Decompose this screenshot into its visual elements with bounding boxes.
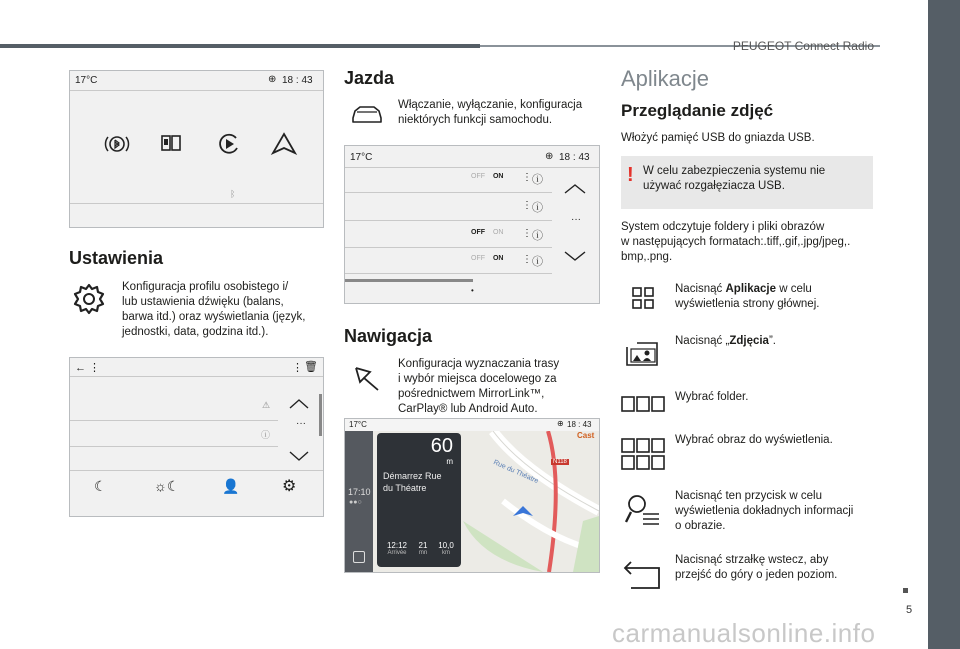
settings-heading: Ustawienia	[69, 248, 164, 268]
text-line: wyświetlenia dokładnych informacji	[675, 505, 854, 517]
text-line: przejść do góry o jeden poziom.	[675, 569, 838, 581]
distance-unit: m	[446, 457, 453, 466]
toggle-off-label: OFF	[471, 229, 485, 236]
text-line: CarPlay® lub Android Auto.	[398, 403, 538, 415]
text-line: o obrazie.	[675, 520, 726, 532]
divider	[70, 203, 323, 204]
settings-screen	[69, 357, 324, 517]
media-play-icon[interactable]	[216, 131, 242, 157]
screen-time: 18 : 43	[282, 75, 313, 86]
instruction-line: du Théatre	[383, 483, 427, 493]
driving-heading: Jazda	[344, 68, 395, 88]
more-icon[interactable]: ···	[571, 214, 581, 225]
gear-icon[interactable]: ⚙	[282, 478, 297, 495]
text-line: barwa itd.) oraz wyświetlania (język,	[122, 311, 306, 323]
menu-icon[interactable]: ⋮	[522, 200, 532, 211]
navigation-arrow-icon	[352, 364, 382, 394]
text-line: używać rozgałęziacza USB.	[643, 180, 785, 192]
toggle-switch[interactable]	[471, 255, 503, 262]
info-icon[interactable]: ⓘ	[532, 256, 543, 268]
info-icon[interactable]: ⓘ	[532, 230, 543, 242]
settings-description	[122, 280, 332, 340]
usb-intro: Włożyć pamięć USB do gniazda USB.	[621, 132, 815, 144]
screen-temperature: 17°C	[350, 152, 373, 163]
profile-icon[interactable]: 👤	[222, 478, 240, 494]
step-select-folder: Wybrać folder.	[675, 391, 749, 403]
brightness-icon[interactable]: ☼☾	[154, 478, 180, 494]
carplay-clock: 17:10	[348, 487, 371, 497]
toggle-switch[interactable]	[471, 173, 503, 180]
scroll-down-icon[interactable]	[563, 250, 587, 262]
step-open-photos	[675, 334, 875, 349]
divider	[345, 247, 552, 248]
photo-browsing-heading: Przeglądanie zdjęć	[621, 101, 774, 120]
text-line: niektórych funkcji samochodu.	[398, 114, 553, 126]
settings-gear-icon	[72, 282, 106, 316]
text-line: i wybór miejsca docelowego za	[398, 373, 557, 385]
screen-time: 18 : 43	[567, 420, 592, 429]
bluetooth-audio-icon[interactable]	[104, 131, 130, 157]
step-go-back	[675, 553, 885, 583]
text-line: lub ustawienia dźwięku (balans,	[122, 296, 284, 308]
text-line: Nacisnąć ten przycisk w celu	[675, 490, 822, 502]
image-grid-icon	[621, 438, 665, 470]
divider	[70, 90, 323, 91]
text-line: Nacisnąć strzałkę wstecz, aby	[675, 554, 829, 566]
apps-grid-icon	[631, 286, 655, 310]
text-line: pośrednictwem MirrorLink™,	[398, 388, 545, 400]
text-line: wyświetlenia strony głównej.	[675, 298, 820, 310]
text-part: ”.	[768, 335, 776, 347]
road-badge: N118	[553, 459, 567, 465]
page-marker	[903, 588, 908, 593]
location-icon: ⊕	[545, 151, 554, 162]
page-dot: •	[471, 286, 474, 295]
toggle-off-label: OFF	[471, 173, 485, 180]
header-title: PEUGEOT Connect Radio	[732, 39, 874, 53]
navigation-description	[398, 357, 608, 417]
text-line: System odczytuje foldery i pliki obrazów	[621, 221, 825, 233]
mirror-screen-icon[interactable]	[158, 131, 184, 157]
header-bar	[0, 44, 480, 48]
toggle-switch[interactable]	[471, 229, 503, 236]
text-line: W celu zabezpieczenia systemu nie	[643, 165, 826, 177]
divider	[345, 167, 599, 168]
formats-text	[621, 220, 891, 265]
menu-icon[interactable]: ⋮	[522, 172, 532, 183]
menu-icon[interactable]: ⋮	[292, 362, 303, 374]
guidance-panel	[377, 433, 461, 567]
text-line: Konfiguracja profilu osobistego i/	[122, 281, 289, 293]
toggle-off-label: OFF	[471, 255, 485, 262]
toggle-on-label: ON	[492, 229, 504, 236]
info-icon[interactable]: ⓘ	[532, 174, 543, 186]
text-line: w następujących formatach:.tiff,.gif,.jpg/jpeg,.	[621, 236, 851, 248]
trip-stat	[435, 541, 457, 556]
side-tab	[928, 0, 960, 649]
warning-exclamation-icon: !	[627, 164, 634, 186]
text-line: Konfiguracja wyznaczania trasy	[398, 358, 560, 370]
divider	[70, 420, 278, 421]
warning-text	[643, 164, 867, 194]
trip-stat	[383, 541, 411, 556]
screen-temperature: 17°C	[75, 75, 98, 86]
car-icon	[350, 102, 384, 126]
stat-label: Arrivée	[387, 550, 407, 556]
photos-icon	[625, 339, 659, 367]
bluetooth-status-icon: ᛒ	[230, 189, 236, 199]
info-icon[interactable]: ⓘ	[532, 202, 543, 214]
folder-list-icon	[621, 395, 665, 413]
menu-icon[interactable]: ⋮	[522, 228, 532, 239]
navigation-heading: Nawigacja	[344, 326, 433, 346]
street-label: Rue du Théatre	[492, 459, 540, 486]
photos-label: Zdjęcia	[729, 335, 769, 347]
text-line: Włączanie, wyłączanie, konfiguracja	[398, 99, 583, 111]
location-icon: ⊕	[268, 74, 277, 85]
driving-description	[398, 98, 608, 128]
navigation-map-screen	[344, 418, 600, 573]
text-line	[675, 282, 875, 297]
driving-screen	[344, 145, 600, 304]
scroll-down-icon[interactable]	[288, 450, 310, 462]
divider	[70, 376, 323, 377]
stat-value: 12:12	[386, 541, 408, 550]
signal-icon: ●●○	[349, 499, 362, 506]
location-icon: ⊕	[557, 419, 564, 428]
scrollbar[interactable]	[319, 394, 322, 436]
trash-icon[interactable]: 🗑	[304, 361, 318, 373]
apps-label: Aplikacje	[725, 283, 776, 295]
back-arrow-icon	[623, 558, 663, 590]
text-part: w celu	[776, 283, 812, 295]
stat-value: 21	[418, 541, 428, 550]
text-part: Nacisnąć	[675, 283, 726, 295]
screen-temperature: 17°C	[349, 420, 367, 429]
info-icon: ⓘ	[261, 430, 271, 440]
apps-heading: Aplikacje	[621, 66, 710, 91]
distance-value: 60	[430, 435, 453, 457]
divider	[345, 220, 552, 221]
trip-stat	[413, 541, 433, 556]
divider	[345, 273, 552, 274]
scroll-up-icon[interactable]	[563, 183, 587, 195]
screen-time: 18 : 43	[559, 152, 590, 163]
step-open-apps	[675, 282, 875, 312]
warning-box	[621, 156, 873, 209]
step-image-details	[675, 489, 885, 534]
watermark: carmanualsonline.info	[612, 618, 876, 648]
menu-icon[interactable]: ⋮	[522, 254, 532, 265]
stat-label: km	[442, 550, 450, 556]
home-screen	[69, 70, 324, 228]
back-arrow-icon[interactable]: ← ⋮	[75, 362, 101, 374]
scroll-up-icon[interactable]	[288, 398, 310, 410]
place-label: Cast	[577, 431, 595, 440]
page-number: 5	[906, 604, 913, 616]
divider	[345, 192, 552, 193]
stat-label: mn	[418, 550, 428, 556]
text-line: bmp,.png.	[621, 251, 673, 263]
navigation-icon[interactable]	[270, 131, 298, 157]
image-info-icon	[625, 492, 661, 528]
text-part: Nacisnąć „	[675, 335, 730, 347]
home-button[interactable]	[353, 551, 365, 563]
instruction-line: Démarrez Rue	[383, 471, 442, 481]
divider	[70, 446, 278, 447]
night-mode-icon[interactable]: ☾	[94, 478, 107, 494]
toggle-on-label: ON	[492, 173, 504, 180]
warning-icon: ⚠	[262, 400, 271, 410]
divider	[70, 470, 323, 471]
stat-value: 10,0	[438, 541, 454, 550]
page-indicator	[345, 279, 473, 282]
step-select-image: Wybrać obraz do wyświetlenia.	[675, 434, 833, 446]
toggle-on-label: ON	[492, 255, 504, 262]
text-line: jednostki, data, godzina itd.).	[122, 326, 269, 338]
more-icon[interactable]: ···	[296, 418, 306, 429]
